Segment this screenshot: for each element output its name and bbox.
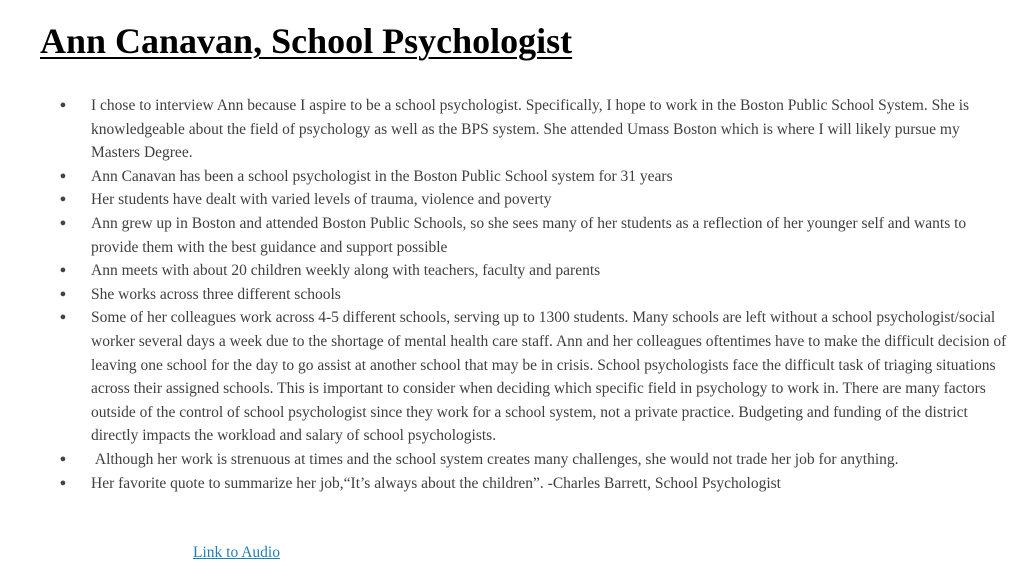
bullet-item: [0, 94, 1010, 165]
bullet-marker: ●: [59, 287, 67, 300]
bullet-item: [0, 165, 1010, 189]
bullet-item: [0, 283, 1010, 307]
bullet-marker: ●: [59, 311, 67, 324]
bullet-text: Ann Canavan has been a school psychologist in the Boston Public School system for 31 years: [91, 167, 673, 185]
bullet-item: [0, 448, 1010, 472]
bullet-item: [0, 306, 1010, 448]
bullet-marker: ●: [59, 452, 67, 465]
bullet-text: Ann meets with about 20 children weekly along with teachers, faculty and parents: [91, 262, 601, 280]
bullet-marker: ●: [59, 99, 67, 111]
bullet-text: She works across three different schools: [91, 285, 341, 303]
bullet-text: I chose to interview Ann because I aspire to be a school psychologist. Specifically, I hope to work in the Boston Public School System. She is knowledgeable about the field of psychology as well as the BPS system. She attended Umass Boston which is where I will likely pursue my Masters Degree.: [91, 97, 970, 162]
bullet-marker: ●: [59, 264, 67, 277]
bullet-list: [0, 94, 1010, 495]
bullet-text: Her students have dealt with varied levels of trauma, violence and poverty: [91, 191, 552, 209]
bullet-marker: ●: [59, 169, 67, 182]
bullet-item: [0, 188, 1010, 212]
bullet-marker: ●: [59, 193, 67, 206]
bullet-item: [0, 259, 1010, 283]
bullet-text: Her favorite quote to summarize her job,“It’s always about the children”. -Charles Barrett, School Psychologist: [91, 474, 781, 492]
link-to-audio[interactable]: Link to Audio: [193, 544, 280, 561]
slide-title: Ann Canavan, School Psychologist: [40, 21, 573, 61]
bullet-marker: ●: [59, 216, 67, 229]
bullet-text: Ann grew up in Boston and attended Boston Public Schools, so she sees many of her students as a reflection of her younger self and wants to provide them with the best guidance and support possible: [91, 214, 967, 256]
bullet-item: [0, 472, 1010, 496]
bullet-text: Although her work is strenuous at times and the school system creates many challenges, she would not trade her job for anything.: [91, 450, 899, 468]
bullet-text: Some of her colleagues work across 4-5 different schools, serving up to 1300 students. Many schools are left without a school psychologist/social worker several days a week due to the shortage of mental health care staff. Ann and her colleagues oftentimes have to make the difficult decision of leaving one school for the day to go assist at another school that may be in crisis. School psychologists face the difficult task of triaging situations across their assigned schools. This is important to consider when deciding which specific field in psychology to work in. There are many factors outside of the control of school psychologist since they work for a school system, not a private practice. Budgeting and funding of the district directly impacts the workload and salary of school psychologists.: [91, 309, 1007, 445]
bullet-item: [0, 212, 1010, 259]
bullet-marker: ●: [59, 476, 67, 489]
